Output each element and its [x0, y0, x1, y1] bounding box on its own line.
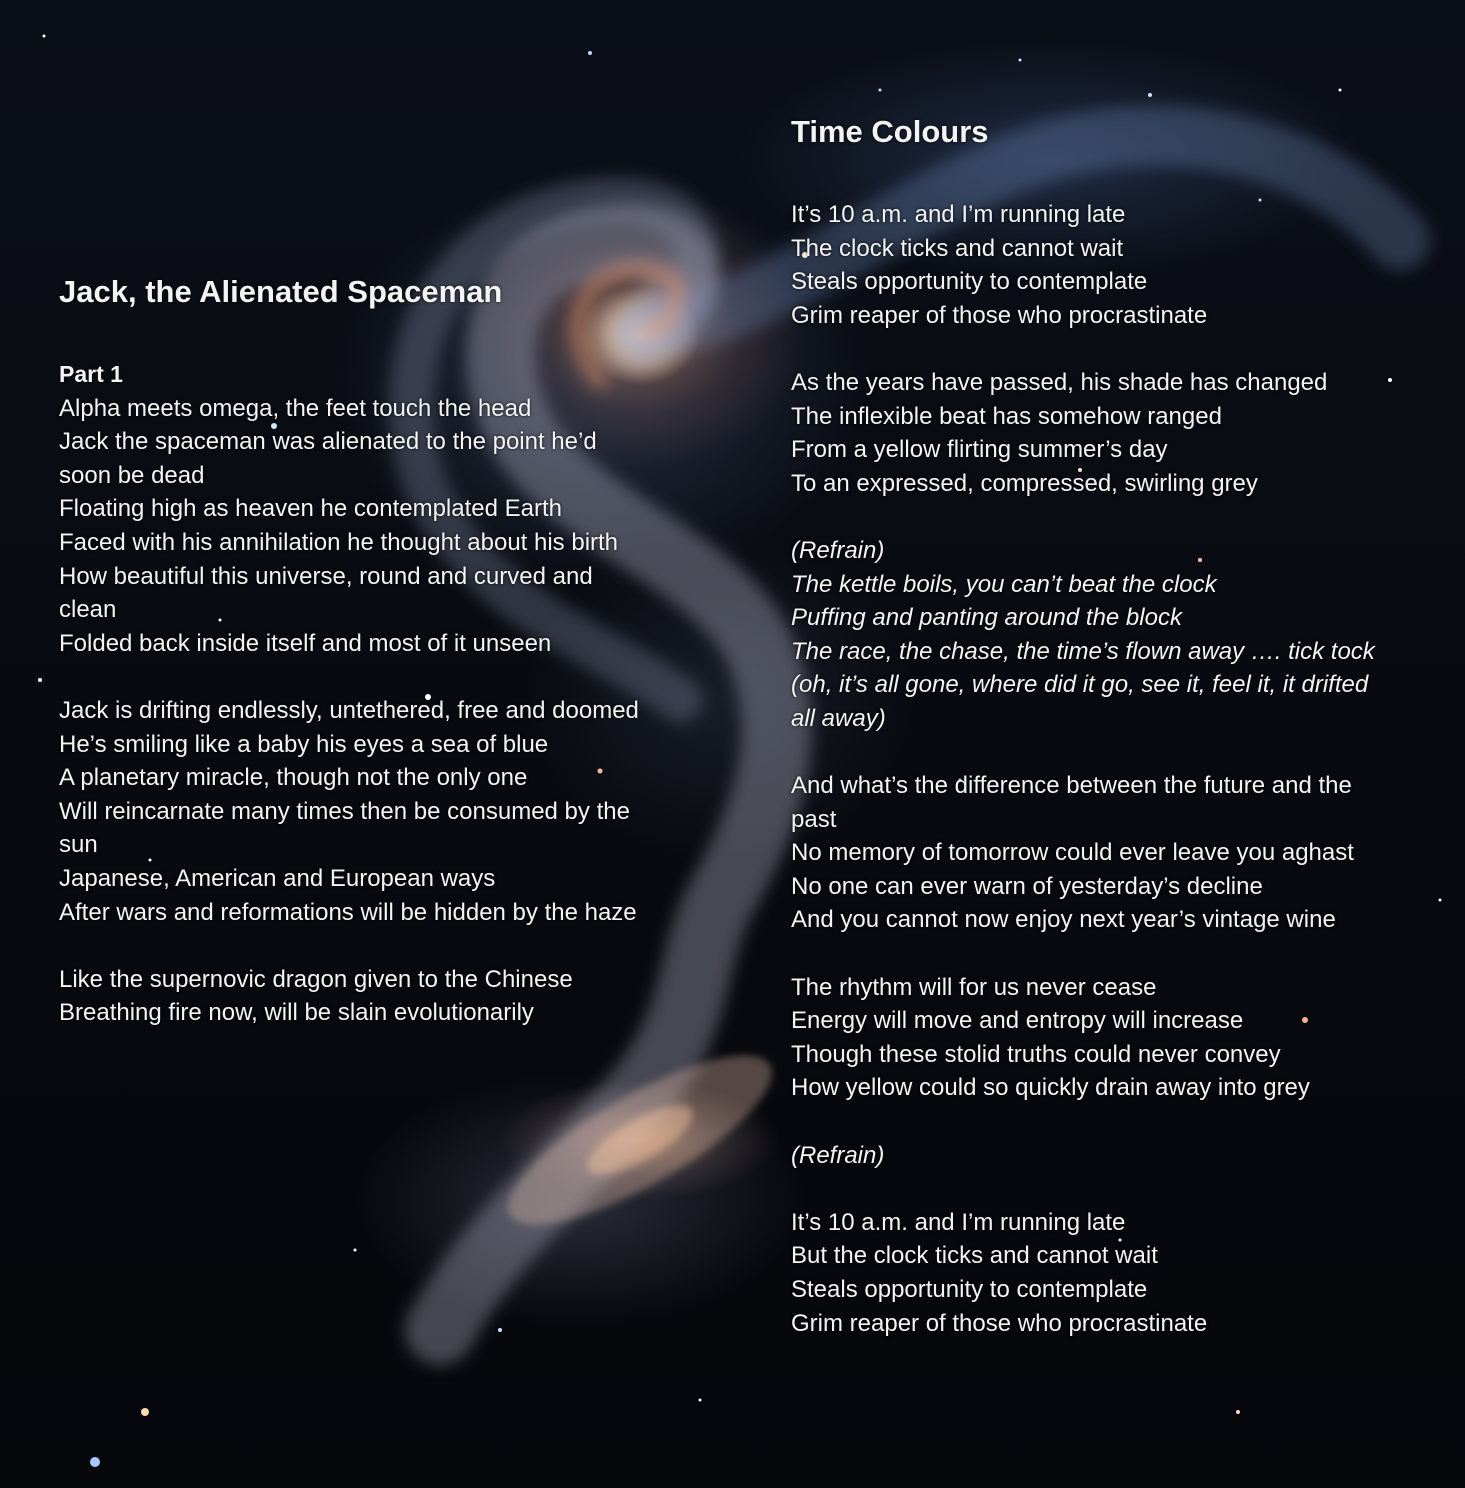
poem-line: Faced with his annihilation he thought about his birth: [59, 528, 619, 556]
poem-line: No one can ever warn of yesterday’s decline: [791, 872, 1263, 900]
poem-line: (Refrain): [791, 536, 885, 564]
poem-line: As the years have passed, his shade has changed: [791, 368, 1328, 396]
poem-line: Steals opportunity to contemplate: [791, 1276, 1148, 1303]
poem-line: Puffing and panting around the block: [791, 604, 1182, 632]
poem-line: Folded back inside itself and most of it unseen: [59, 629, 552, 657]
stanza: [59, 694, 649, 929]
poem-line: Breathing fire now, will be slain evolutionarily: [59, 999, 534, 1027]
poem-line: Though these stolid truths could never convey: [791, 1040, 1281, 1068]
poem-line: No memory of tomorrow could ever leave you aghast: [791, 839, 1354, 867]
poem-line: From a yellow flirting summer’s day: [791, 436, 1168, 464]
stanza: [791, 366, 1391, 500]
right-poem-stanzas: [791, 198, 1391, 1340]
left-poem-title: Jack, the Alienated Spaceman: [59, 274, 503, 309]
stanza: [791, 198, 1391, 332]
poem-line: And what’s the difference between the future and the past: [791, 772, 1352, 833]
right-poem: [791, 112, 1391, 1374]
poem-line: Jack the spaceman was alienated to the point he’d soon be dead: [59, 428, 597, 489]
poem-line: The kettle boils, you can’t beat the clock: [791, 570, 1217, 598]
stanza: [791, 971, 1391, 1105]
poem-line: And you cannot now enjoy next year’s vintage wine: [791, 906, 1336, 934]
poem-line: To an expressed, compressed, swirling grey: [791, 469, 1258, 497]
poem-line: Floating high as heaven he contemplated Earth: [59, 495, 563, 523]
poem-line: The rhythm will for us never cease: [791, 973, 1157, 1001]
poem-line: Will reincarnate many times then be consumed by the sun: [59, 797, 630, 859]
poem-line: How beautiful this universe, round and curved and clean: [59, 562, 593, 624]
poem-line: Grim reaper of those who procrastinate: [791, 301, 1208, 329]
poem-line: Japanese, American and European ways: [59, 864, 496, 892]
poem-line: A planetary miracle, though not the only one: [59, 764, 528, 792]
stanza: [59, 392, 649, 661]
poem-line: The race, the chase, the time’s flown away …. tick tock: [791, 637, 1375, 665]
poem-line: Grim reaper of those who procrastinate: [791, 1309, 1208, 1337]
poem-line: Like the supernovic dragon given to the Chinese: [59, 965, 573, 993]
stanza: [791, 1139, 1391, 1173]
poem-line: (oh, it’s all gone, where did it go, see it, feel it, it drifted all away): [791, 671, 1369, 732]
poem-line: (Refrain): [791, 1141, 885, 1169]
poem-line: He’s smiling like a baby his eyes a sea of blue: [59, 730, 549, 758]
poem-line: The inflexible beat has somehow ranged: [791, 402, 1222, 430]
left-poem-stanzas: [59, 392, 649, 1030]
stanza: [791, 1206, 1391, 1340]
stanza: [791, 769, 1391, 937]
poem-line: Alpha meets omega, the feet touch the head: [59, 394, 532, 422]
poem-line: Energy will move and entropy will increase: [791, 1007, 1244, 1035]
poem-line: It’s 10 a.m. and I’m running late: [791, 1208, 1126, 1236]
poem-line: It’s 10 a.m. and I’m running late: [791, 201, 1126, 228]
poem-line: How yellow could so quickly drain away into grey: [791, 1074, 1310, 1102]
stanza: [59, 963, 649, 1030]
poem-line: But the clock ticks and cannot wait: [791, 1242, 1158, 1270]
stanza: [791, 534, 1391, 736]
left-poem: [59, 272, 649, 1063]
poem-line: After wars and reformations will be hidden by the haze: [59, 898, 637, 926]
poem-line: Jack is drifting endlessly, untethered, free and doomed: [59, 696, 639, 724]
poem-line: The clock ticks and cannot wait: [791, 234, 1124, 262]
right-poem-title: Time Colours: [791, 114, 989, 149]
poem-line: Steals opportunity to contemplate: [791, 268, 1148, 296]
part-label: Part 1: [59, 361, 123, 387]
